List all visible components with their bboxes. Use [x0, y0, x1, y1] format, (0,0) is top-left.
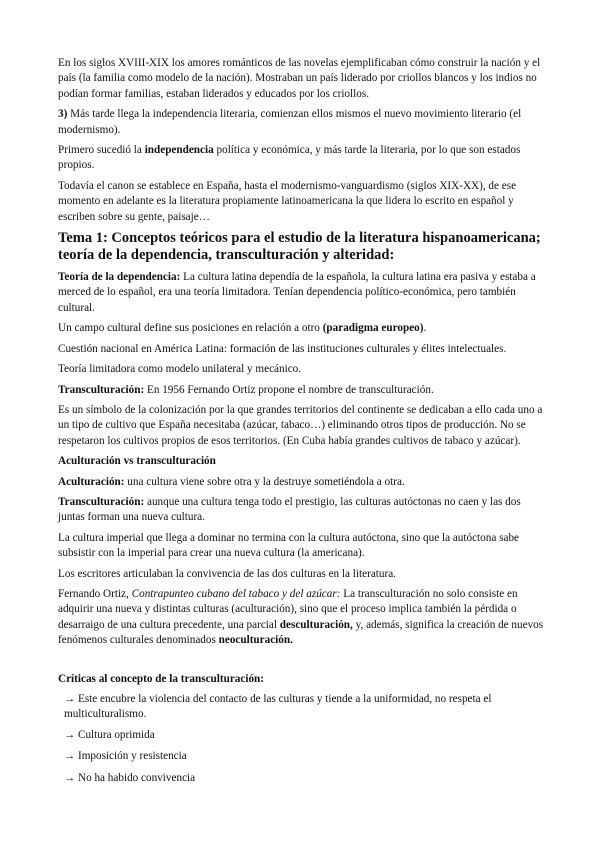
text: La transculturación no solo consiste en adquirir una nueva y distintas culturas (aculturación), sino que el proceso implica también la pérdida o desarraigo de una cultura precedente, una parcial — [58, 587, 518, 631]
text: . — [423, 322, 427, 335]
text: La cultura latina dependía de la española, la cultura latina era pasiva y estaba a merced de lo español, era una teoría limitadora. Tenían dependencia político-económica, pero también cultural. — [58, 271, 536, 314]
paragraph-novels: En los siglos XVIII-XIX los amores románticos de las novelas ejemplificaban cómo construir la nación y el país (la familia como modelo de la nación). Mostraban un país liderado por criollos blancos y los indios no podían formar familias, estaban liderados y educados por los criollos. — [58, 57, 541, 100]
text: una cultura viene sobre otra y la destruye sometiéndola a otra. — [124, 475, 405, 488]
subheading-critiques — [58, 672, 545, 687]
paragraph-dependency-theory — [58, 270, 545, 316]
list-item: → Imposición y resistencia — [64, 750, 187, 763]
bold-text: Aculturación vs transculturación — [58, 455, 216, 468]
paragraph-transculturation — [58, 495, 545, 526]
item-number: 3) — [58, 108, 68, 121]
text: En 1956 Fernando Ortiz propone el nombre de transculturación. — [144, 383, 434, 396]
paragraph-writers: Los escritores articulaban la convivencia de las dos culturas en la literatura. — [58, 567, 396, 580]
paragraph-national-question: Cuestión nacional en América Latina: formación de las instituciones culturales y élites intelectuales. — [58, 342, 507, 355]
term-label: Transculturación: — [58, 383, 145, 396]
bold-text: desculturación, — [279, 618, 353, 631]
bold-text: Críticas al concepto de la transculturación: — [58, 672, 265, 685]
subheading-acculturation-vs — [58, 454, 545, 469]
text: Un campo cultural define sus posiciones en relación a otro — [58, 322, 323, 335]
paragraph-first-independence — [58, 143, 545, 174]
paragraph-cultural-field — [58, 321, 545, 336]
paragraph-imperial-culture: La cultura imperial que llega a dominar no termina con la cultura autóctona, sino que la autóctona sabe subsistir con la imperial para crear una nueva cultura (la americana). — [58, 531, 519, 560]
book-title: Contrapunteo cubano del tabaco y del azúcar: — [131, 587, 341, 600]
text: aunque una cultura tenga todo el prestigio, las culturas autóctonas no caen y las dos juntas forman una nueva cultura. — [58, 495, 521, 524]
bold-text: (paradigma europeo) — [322, 322, 424, 335]
list-item: → No ha habido convivencia — [64, 771, 196, 784]
term-label: Aculturación: — [58, 475, 125, 488]
bold-text: independencia — [144, 144, 214, 157]
paragraph-text: Más tarde llega la independencia literaria, comienzan ellos mismos el nuevo movimiento literario (el modernismo). — [58, 108, 522, 136]
list-item: → Cultura oprimida — [64, 728, 155, 741]
paragraph-independence — [58, 107, 545, 138]
text: política y económica, y más tarde la literaria, por lo que son estados propios. — [58, 144, 521, 172]
paragraph-colonization-symbol: Es un símbolo de la colonización por la que grandes territorios del continente se dedicaban a ello cada uno a un tipo de cultivo que España necesitaba (azúcar, tabaco…) eliminando otros tipos de producción. No se respetaron los cultivos propios de esos territorios. (En Cuba había grandes cultivos de tabaco y azúcar). — [58, 403, 543, 447]
paragraph-critique-violence: → Este encubre la violencia del contacto de las culturas y tiende a la uniformidad, no respeta el multiculturalismo. — [64, 693, 492, 721]
section-heading: Tema 1: Conceptos teóricos para el estudio de la literatura hispanoamericana; teoría de la dependencia, transculturación y alteridad: — [58, 230, 541, 264]
paragraph-limiting-theory: Teoría limitadora como modelo unilateral y mecánico. — [58, 363, 302, 376]
term-label: Teoría de la dependencia: — [58, 271, 181, 284]
text: y, además, significa la creación de nuevos fenómenos culturales denominados — [58, 618, 544, 647]
term-label: Transculturación: — [58, 495, 145, 508]
paragraph-transculturation-def — [58, 383, 545, 398]
paragraph-ortiz — [58, 587, 545, 649]
paragraph-acculturation — [58, 475, 545, 490]
spacer — [58, 654, 545, 672]
bold-text: neoculturación. — [218, 634, 293, 647]
text: Primero sucedió la — [58, 144, 145, 157]
paragraph-canon: Todavía el canon se establece en España, hasta el modernismo-vanguardismo (siglos XIX-XX), de ese momento en adelante es la literatura propiamente latinoamericana la que lidera lo escrito en español y escriben sobre su gente, paisaje… — [58, 179, 517, 223]
text: Fernando Ortiz, — [58, 587, 132, 600]
